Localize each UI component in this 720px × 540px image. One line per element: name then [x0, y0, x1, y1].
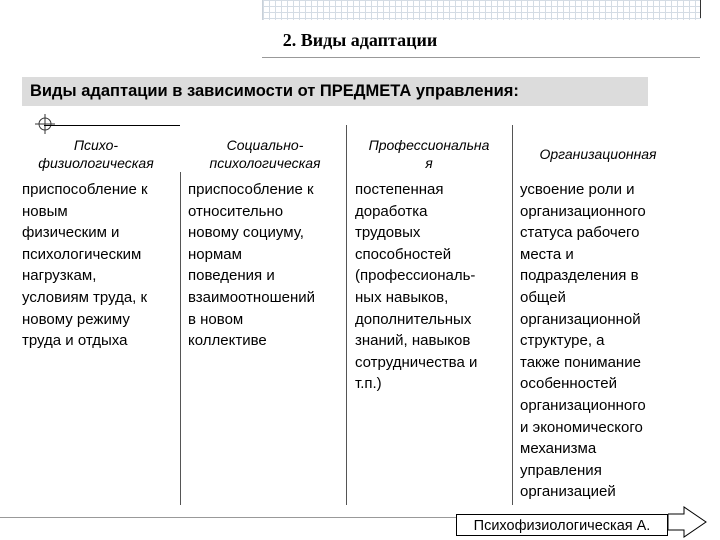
- cell-line: взаимоотношений: [188, 288, 315, 306]
- column-divider: [346, 125, 347, 505]
- column-header-line: Профессиональна: [368, 137, 490, 153]
- column-body-psychophysiological: [22, 179, 148, 352]
- column-divider: [180, 172, 181, 505]
- column-header-socio-psychological: [186, 136, 344, 172]
- cell-line: нормам: [188, 245, 242, 263]
- cell-line: поведения и: [188, 267, 275, 285]
- cell-line: т.п.): [355, 375, 382, 393]
- column-divider: [512, 125, 513, 505]
- column-header-line: физиологическая: [38, 155, 154, 171]
- slide-title: 2. Виды адаптации: [282, 30, 438, 50]
- column-header-professional: [346, 136, 512, 172]
- cell-line: приспособление к: [188, 181, 314, 198]
- cell-line: сотрудничества и: [355, 353, 478, 371]
- cell-line: психологическим: [22, 245, 142, 263]
- cell-line: относительно: [188, 202, 284, 220]
- column-header-line: я: [425, 155, 433, 171]
- column-body-organizational: [520, 179, 646, 503]
- cell-line: механизма: [520, 440, 597, 458]
- column-body-socio-psychological: [188, 179, 315, 352]
- cell-line: также понимание: [520, 353, 641, 371]
- cell-line: места и: [520, 245, 574, 263]
- subtitle-bar: [22, 77, 648, 106]
- header-grid-decoration: [262, 0, 701, 20]
- cell-line: структуре, а: [520, 332, 605, 350]
- subtitle-text: Виды адаптации в зависимости от ПРЕДМЕТА управления:: [30, 82, 519, 100]
- column-header-line: психологическая: [209, 155, 321, 171]
- column-header-line: Психо-: [73, 137, 119, 153]
- crosshair-icon: [34, 113, 56, 135]
- cell-line: организацией: [520, 483, 616, 501]
- cell-line: знаний, навыков: [355, 332, 471, 350]
- cell-line: особенностей: [520, 375, 617, 393]
- column-header-psychophysiological: [16, 136, 176, 172]
- cell-line: (профессиональ-: [355, 267, 476, 285]
- column-header-line: Организационная: [539, 146, 657, 162]
- header-rule: [44, 125, 180, 126]
- cell-line: организационного: [520, 396, 646, 414]
- cell-line: физическим и: [22, 224, 120, 242]
- cell-line: новым: [22, 202, 68, 220]
- cell-line: дополнительных: [355, 310, 472, 328]
- cell-line: нагрузкам,: [22, 267, 97, 285]
- cell-line: усвоение роли и: [520, 181, 635, 198]
- column-body-professional: [355, 179, 477, 395]
- cell-line: доработка: [355, 202, 428, 220]
- arrow-right-icon[interactable]: [668, 506, 708, 538]
- column-header-organizational: [518, 145, 678, 163]
- cell-line: организационной: [520, 310, 641, 328]
- cell-line: подразделения в: [520, 267, 639, 285]
- cell-line: общей: [520, 288, 566, 306]
- footer-link-button[interactable]: Психофизиологическая А.: [456, 514, 668, 536]
- cell-line: способностей: [355, 245, 452, 263]
- cell-line: и экономического: [520, 418, 643, 436]
- cell-line: новому режиму: [22, 310, 130, 328]
- cell-line: коллективе: [188, 332, 267, 350]
- cell-line: трудовых: [355, 224, 421, 242]
- cell-line: новому социуму,: [188, 224, 304, 242]
- cell-line: приспособление к: [22, 181, 148, 198]
- cell-line: ных навыков,: [355, 288, 449, 306]
- cell-line: условиям труда, к: [22, 288, 148, 306]
- cell-line: управления: [520, 461, 602, 479]
- cell-line: организационного: [520, 202, 646, 220]
- cell-line: в новом: [188, 310, 244, 328]
- title-rule: [262, 57, 700, 58]
- cell-line: труда и отдыха: [22, 332, 128, 350]
- column-header-line: Социально-: [226, 137, 304, 153]
- cell-line: статуса рабочего: [520, 224, 640, 242]
- header-vertical-line: [700, 0, 701, 18]
- cell-line: постепенная: [355, 181, 444, 198]
